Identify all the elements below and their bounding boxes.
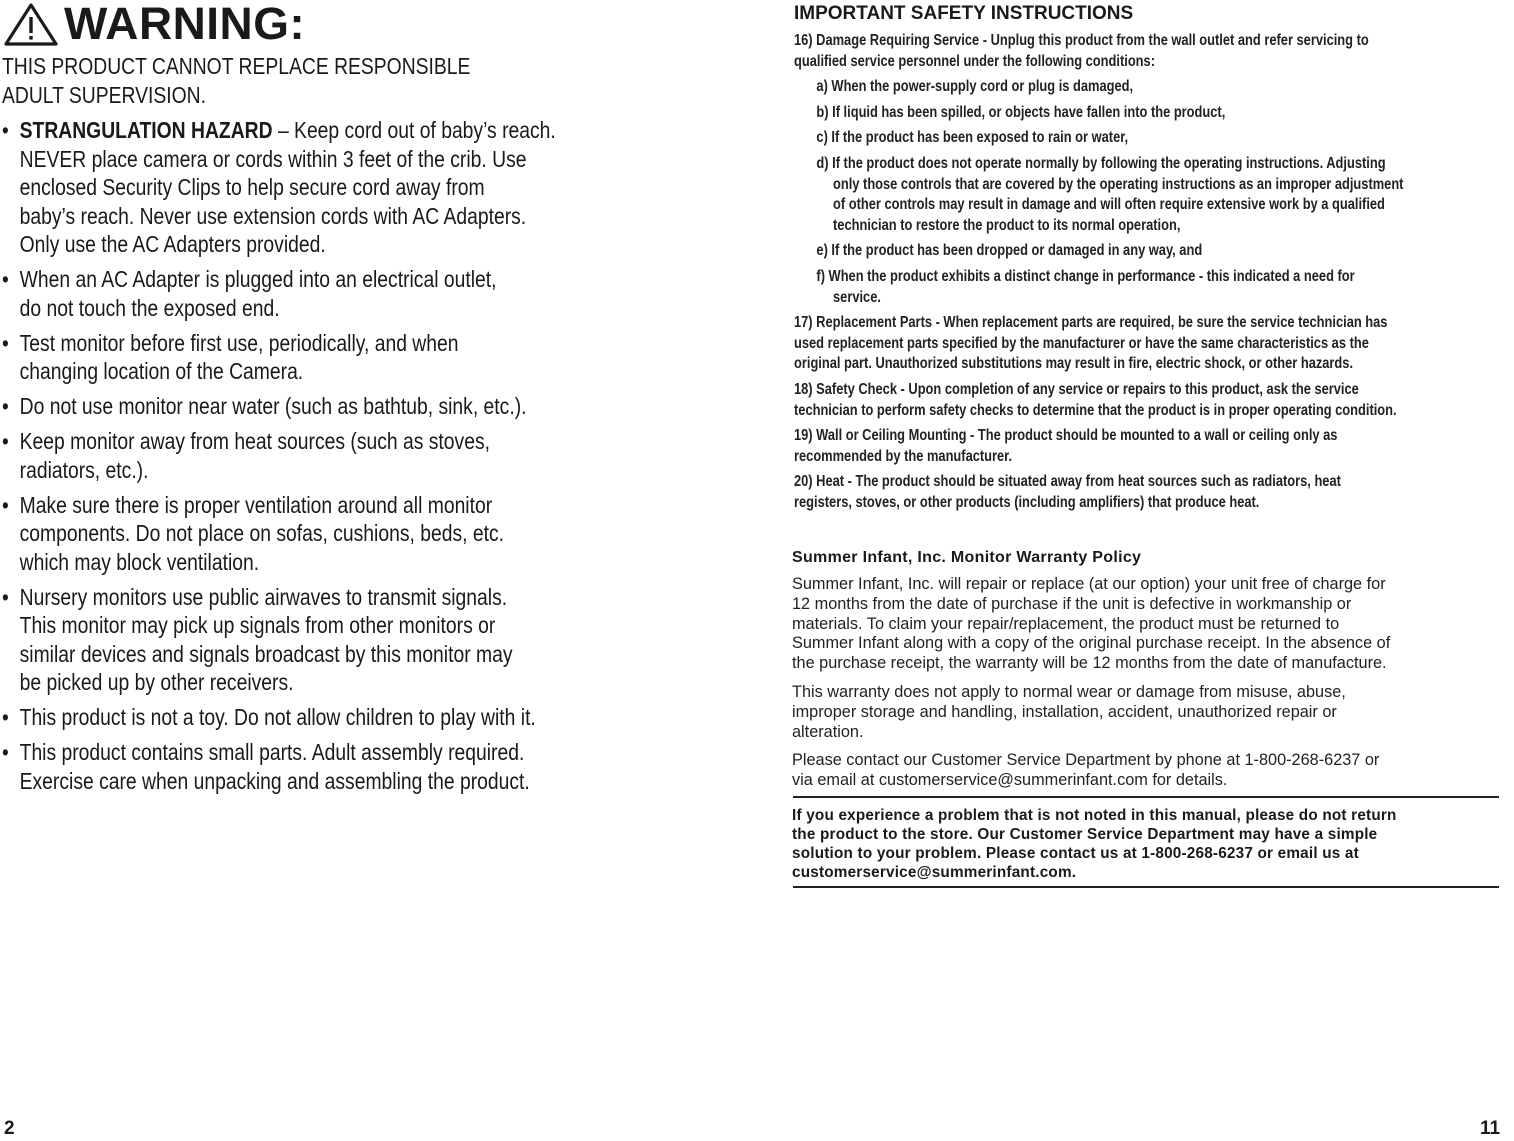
safety-line: e) If the product has been dropped or damaged in any way, and — [816, 242, 1203, 260]
bullet-line: Nursery monitors use public airwaves to transmit signals. — [19, 583, 508, 610]
warning-bullet — [2, 491, 590, 577]
safety-item-16 — [794, 31, 1508, 72]
bullet-line: baby’s reach. Never use extension cords with AC Adapters. — [19, 202, 527, 229]
safety-sub-item — [816, 267, 1507, 308]
warning-bullet — [2, 392, 590, 421]
safety-item — [794, 426, 1508, 467]
safety-line: recommended by the manufacturer. — [794, 447, 1013, 465]
bullet-line: similar devices and signals broadcast by this monitor may — [19, 640, 513, 667]
page-number-right: 11 — [1480, 1118, 1501, 1139]
safety-line: d) If the product does not operate normally by following the operating instructions. Adjusting — [816, 154, 1386, 172]
warning-header — [2, 0, 306, 49]
warranty-body — [792, 575, 1390, 800]
bullet-line: be picked up by other receivers. — [19, 669, 294, 695]
warning-triangle-icon — [2, 1, 60, 47]
safety-line: 19) Wall or Ceiling Mounting - The product should be mounted to a wall or ceiling only as — [794, 427, 1338, 445]
bullet-marker: • — [2, 393, 9, 419]
warning-bullet — [2, 329, 590, 386]
safety-line: technician to perform safety checks to determine that the product is in proper operating condition. — [794, 401, 1397, 419]
bullet-marker: • — [2, 704, 9, 730]
bullet-line: NEVER place camera or cords within 3 feet of the crib. Use — [19, 145, 527, 172]
notice-line: customerservice@summerinfant.com. — [792, 864, 1077, 881]
safety-instructions-list — [794, 31, 1508, 518]
bullet-marker: • — [2, 428, 9, 454]
safety-item — [794, 472, 1508, 513]
warning-bullet — [2, 265, 590, 322]
safety-item — [794, 313, 1508, 375]
warranty-line: alteration. — [792, 722, 864, 741]
bullet-line: enclosed Security Clips to help secure cord away from — [19, 174, 485, 200]
bullet-marker: • — [2, 739, 9, 765]
safety-line: registers, stoves, or other products (including amplifiers) that produce heat. — [794, 493, 1260, 511]
warranty-line: 12 months from the date of purchase if the unit is defective in workmanship or — [792, 594, 1352, 613]
bullet-marker: • — [2, 329, 9, 356]
safety-sub-item — [816, 103, 1507, 124]
left-page — [0, 0, 720, 1141]
safety-line: technician to restore the product to its normal operation, — [833, 216, 1181, 234]
divider-top — [793, 796, 1499, 798]
safety-line: of other controls may result in damage and will often require extensive work by a qualified — [833, 196, 1385, 214]
safety-item — [794, 380, 1508, 421]
safety-line: used replacement parts specified by the manufacturer or have the same characteristics as the — [794, 334, 1369, 352]
bullet-line: This monitor may pick up signals from other monitors or — [19, 612, 496, 638]
warranty-paragraph — [792, 575, 1390, 674]
bullet-line: Test monitor before first use, periodically, and when — [19, 329, 459, 356]
notice-line: solution to your problem. Please contact us at 1-800-268-6237 or email us at — [792, 845, 1359, 862]
bullet-line: Only use the AC Adapters provided. — [19, 231, 326, 257]
bullet-text: – Keep cord out of baby’s reach. — [272, 117, 556, 143]
support-notice — [792, 806, 1397, 882]
warranty-title: Summer Infant, Inc. Monitor Warranty Policy — [792, 549, 1142, 566]
bullet-line: do not touch the exposed end. — [19, 294, 280, 321]
bullet-line: components. Do not place on sofas, cushions, beds, etc. — [19, 520, 505, 546]
safety-line: 16) Damage Requiring Service - Unplug this product from the wall outlet and refer servicing to — [794, 32, 1369, 49]
warning-bullet-list — [2, 116, 590, 802]
hazard-label: STRANGULATION HAZARD — [19, 117, 273, 143]
intro-line: ADULT SUPERVISION. — [2, 82, 207, 108]
bullet-marker: • — [2, 491, 9, 518]
bullet-marker: • — [2, 117, 9, 143]
safety-items-continued — [794, 313, 1508, 513]
bullet-line: changing location of the Camera. — [19, 358, 304, 384]
safety-line: c) If the product has been exposed to rain or water, — [816, 129, 1129, 147]
warranty-line: improper storage and handling, installation, accident, unauthorized repair or — [792, 702, 1337, 721]
bullet-line: which may block ventilation. — [19, 548, 260, 575]
warranty-line: materials. To claim your repair/replacement, the product must be returned to — [792, 614, 1340, 633]
bullet-line: Keep monitor away from heat sources (such as stoves, — [19, 428, 490, 454]
bullet-line: Exercise care when unpacking and assembling the product. — [19, 767, 530, 794]
safety-sub-item — [816, 77, 1507, 98]
bullet-line: This product contains small parts. Adult assembly required. — [19, 739, 525, 765]
safety-line: b) If liquid has been spilled, or objects have fallen into the product, — [816, 103, 1226, 121]
page-number-left: 2 — [4, 1118, 15, 1139]
notice-line: If you experience a problem that is not noted in this manual, please do not return — [792, 807, 1397, 824]
warning-bullet — [2, 738, 590, 795]
safety-line: f) When the product exhibits a distinct change in performance - this indicated a need for — [816, 267, 1355, 285]
warranty-line: Please contact our Customer Service Department by phone at 1-800-268-6237 or — [792, 751, 1380, 770]
safety-line: qualified service personnel under the following conditions: — [794, 52, 1155, 70]
safety-line: only those controls that are covered by the operating instructions as an improper adjustment — [833, 175, 1404, 193]
right-page — [788, 0, 1510, 1141]
safety-sub-item — [816, 128, 1507, 149]
bullet-line — [20, 116, 590, 145]
bullet-line: radiators, etc.). — [19, 456, 149, 483]
safety-line: 18) Safety Check - Upon completion of any service or repairs to this product, ask the service — [794, 380, 1359, 398]
safety-instructions-title: IMPORTANT SAFETY INSTRUCTIONS — [794, 3, 1134, 24]
notice-line: the product to the store. Our Customer Service Department may have a simple — [792, 826, 1378, 843]
safety-line: 17) Replacement Parts - When replacement parts are required, be sure the service technician has — [794, 314, 1388, 332]
divider-bottom — [793, 886, 1499, 888]
warranty-line: Summer Infant, Inc. will repair or replace (at our option) your unit free of charge for — [792, 575, 1386, 593]
warranty-line: the purchase receipt, the warranty will be 12 months from the date of manufacture. — [792, 654, 1387, 673]
bullet-line: This product is not a toy. Do not allow children to play with it. — [19, 704, 536, 730]
safety-sub-item — [816, 154, 1507, 236]
warning-bullet — [2, 583, 590, 697]
bullet-line: Make sure there is proper ventilation around all monitor — [19, 491, 493, 518]
bullet-line: Do not use monitor near water (such as bathtub, sink, etc.). — [19, 393, 527, 419]
warning-bullet — [2, 703, 590, 732]
warranty-paragraph — [792, 683, 1390, 742]
warranty-line: via email at customerservice@summerinfant.com for details. — [792, 771, 1228, 790]
safety-line: 20) Heat - The product should be situated away from heat sources such as radiators, heat — [794, 473, 1341, 491]
safety-line: a) When the power-supply cord or plug is damaged, — [816, 78, 1134, 96]
warranty-line: This warranty does not apply to normal wear or damage from misuse, abuse, — [792, 682, 1346, 701]
warning-intro — [2, 52, 470, 110]
warning-bullet — [2, 116, 590, 259]
bullet-marker: • — [2, 266, 9, 292]
bullet-line: When an AC Adapter is plugged into an electrical outlet, — [19, 266, 497, 292]
safety-sub-items — [794, 77, 1508, 308]
warning-bullet — [2, 427, 590, 484]
safety-sub-item — [816, 241, 1507, 262]
intro-line: THIS PRODUCT CANNOT REPLACE RESPONSIBLE — [2, 53, 471, 79]
safety-line: original part. Unauthorized substitutions may result in fire, electric shock, or other hazards. — [794, 355, 1354, 373]
safety-line: service. — [833, 288, 881, 306]
warning-title: WARNING: — [64, 0, 306, 49]
warranty-paragraph — [792, 751, 1390, 791]
bullet-marker: • — [2, 583, 9, 610]
warranty-line: Summer Infant along with a copy of the original purchase receipt. In the absence of — [792, 634, 1391, 653]
